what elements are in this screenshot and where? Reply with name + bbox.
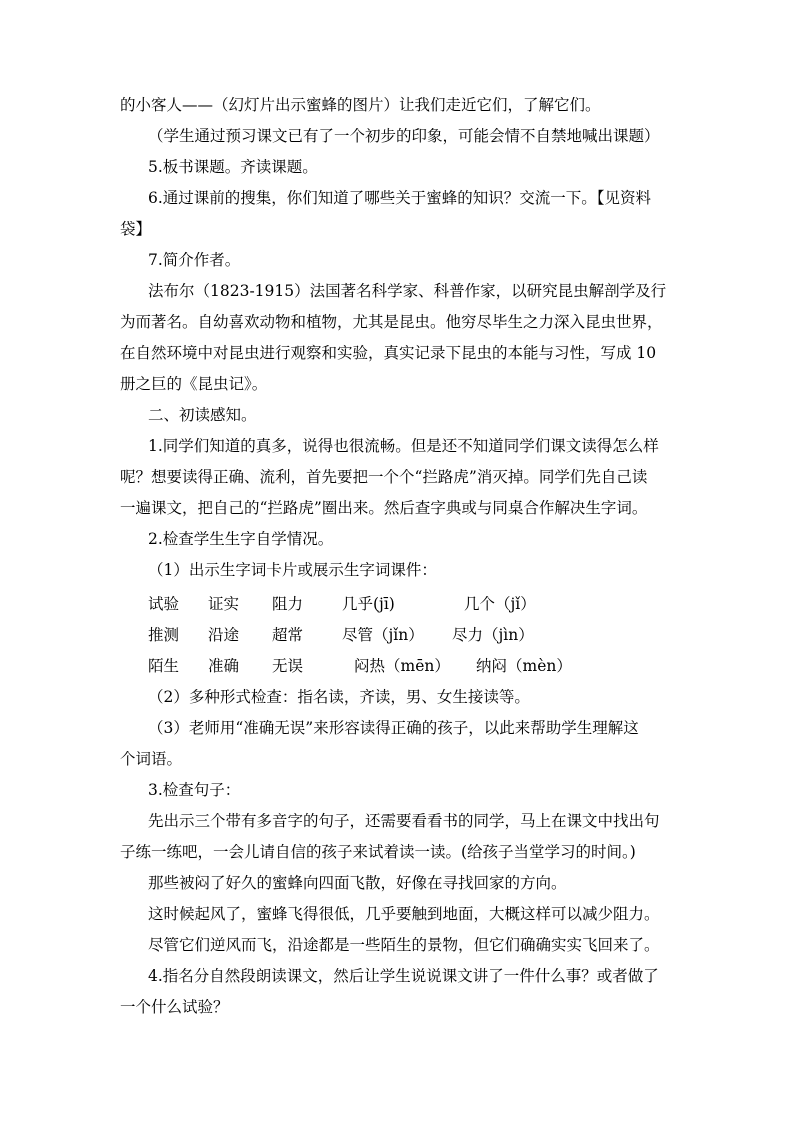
paragraph-line: （3）老师用“准确无误”来形容读得正确的孩子，以此来帮助学生理解这 <box>148 719 639 737</box>
section-heading: 二、初读感知。 <box>148 406 257 424</box>
vocab-word: 准确 <box>208 657 240 675</box>
vocab-word: 尽力（jìn） <box>452 626 534 644</box>
word-row <box>148 620 708 651</box>
vocab-word: 尽管（jǐn） <box>342 626 424 644</box>
paragraph-line: 先出示三个带有多音字的句子，还需要看看书的同学，马上在课文中找出句 <box>148 812 660 830</box>
vocab-word: 无误 <box>272 657 304 675</box>
vocab-word: 试验 <box>148 595 180 613</box>
example-sentence: 那些被闷了好久的蜜蜂向四面飞散，好像在寻找回家的方向。 <box>148 874 567 892</box>
vocab-word: 几乎(jī) <box>342 595 395 613</box>
paragraph-line: 一个什么试验？ <box>120 998 229 1016</box>
paragraph-line: 个词语。 <box>120 750 183 768</box>
paragraph-line: 一遍课文，把自己的“拦路虎”圈出来。然后查字典或与同桌合作解决生字词。 <box>120 499 648 517</box>
vocab-word: 闷热（mēn） <box>354 657 450 675</box>
paragraph-line: （1）出示生字词卡片或展示生字词课件： <box>148 561 437 579</box>
vocab-word: 证实 <box>208 595 240 613</box>
vocab-word: 推测 <box>148 626 180 644</box>
paragraph-line: 5.板书课题。齐读课题。 <box>148 158 318 176</box>
example-sentence: 尽管它们逆风而飞，沿途都是一些陌生的景物，但它们确确实实飞回来了。 <box>148 936 660 954</box>
paragraph-line: 法布尔（1823-1915）法国著名科学家、科普作家，以研究昆虫解剖学及行 <box>148 282 667 300</box>
paragraph-line: 6.通过课前的搜集，你们知道了哪些关于蜜蜂的知识？交流一下。【见资料 <box>148 189 652 207</box>
word-row <box>148 589 708 620</box>
paragraph-line: 3.检查句子： <box>148 781 241 799</box>
vocab-word: 纳闷（mèn） <box>476 657 572 675</box>
vocab-word: 几个（jǐ） <box>464 595 536 613</box>
paragraph-line: 为而著名。自幼喜欢动物和植物，尤其是昆虫。他穷尽毕生之力深入昆虫世界， <box>120 313 663 331</box>
vocab-word: 沿途 <box>208 626 240 644</box>
paragraph-line: （学生通过预习课文已有了一个初步的印象，可能会情不自禁地喊出课题） <box>148 127 660 145</box>
paragraph-line: 在自然环境中对昆虫进行观察和实验，真实记录下昆虫的本能与习性，写成 10 <box>120 344 657 362</box>
paragraph-line: 4.指名分自然段朗读课文，然后让学生说说课文讲了一件什么事？或者做了 <box>148 967 659 985</box>
paragraph-line: 2.检查学生生字自学情况。 <box>148 530 334 548</box>
example-sentence: 这时候起风了，蜜蜂飞得很低，几乎要触到地面，大概这样可以减少阻力。 <box>148 905 660 923</box>
paragraph-line: 的小客人——（幻灯片出示蜜蜂的图片）让我们走近它们，了解它们。 <box>120 96 601 114</box>
paragraph-line: 呢？想要读得正确、流利，首先要把一个个“拦路虎”消灭掉。同学们先自己读 <box>120 468 648 486</box>
word-row <box>148 651 708 682</box>
paragraph-line: 册之巨的《昆虫记》。 <box>120 375 268 393</box>
paragraph-line: 1.同学们知道的真多，说得也很流畅。但是还不知道同学们课文读得怎么样 <box>148 437 659 455</box>
paragraph-line: 7.简介作者。 <box>148 251 241 269</box>
vocab-word: 超常 <box>272 626 304 644</box>
paragraph-line: 子练一练吧，一会儿请自信的孩子来试着读一读。(给孩子当堂学习的时间。) <box>120 843 636 861</box>
paragraph-line: （2）多种形式检查：指名读，齐读，男、女生接读等。 <box>148 688 530 706</box>
vocab-word: 陌生 <box>148 657 180 675</box>
vocab-word: 阻力 <box>272 595 304 613</box>
paragraph-line: 袋】 <box>120 220 152 238</box>
